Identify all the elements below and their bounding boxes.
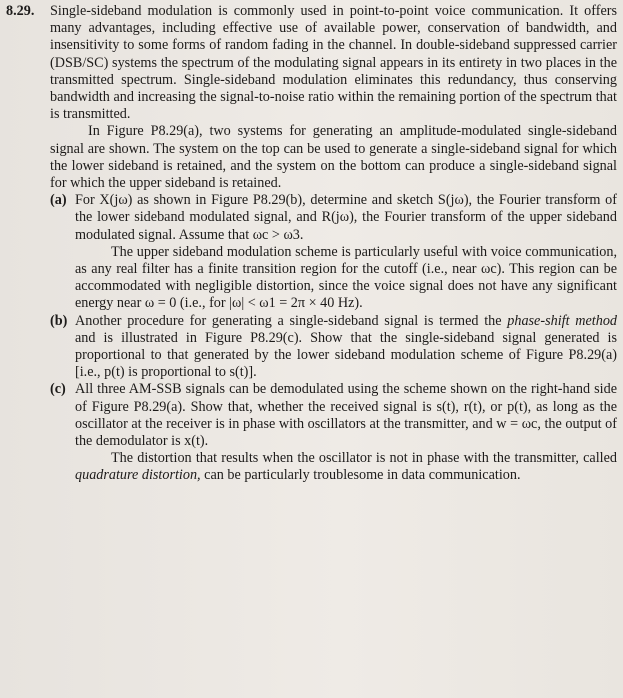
part-a <box>50 192 617 312</box>
problem-8-29 <box>6 3 617 485</box>
part-b <box>50 313 617 382</box>
closing-paragraph <box>75 450 617 484</box>
part-c-text: All three AM-SSB signals can be demodulated using the scheme shown on the right-hand side of Figure P8.29(a). Show that, whether the received signal is s(t), r(t), or p(t), as long as the oscillator at the receiver is in phase with oscillators at the transmitter, and w = ωc, the output of the demodulator is x(t). <box>75 381 617 450</box>
part-a-label: (a) <box>50 192 67 209</box>
closing-after: can be particularly troublesome in data communication. <box>200 467 521 484</box>
part-a-follow: The upper sideband modulation scheme is particularly useful with voice communication, as any real filter has a finite transition region for the cutoff (i.e., near ωc). This region can be accommodated with negligible distortion, since the voice signal does not have any significant energy near ω = 0 (i.e., for |ω| < ω1 = 2π × 40 Hz). <box>75 243 617 312</box>
closing-before: The distortion that results when the oscillator is not in phase with the transmitter, called <box>111 450 617 467</box>
part-b-before: Another procedure for generating a single-sideband signal is termed the <box>75 312 508 329</box>
figure-paragraph: In Figure P8.29(a), two systems for generating an amplitude-modulated single-sideband signal are shown. The system on the top can be used to generate a single-sideband signal for which the lower sideband is retained, and the system on the bottom can produce a single-sideband signal for which the upper sideband is retained. <box>50 123 617 192</box>
part-b-label: (b) <box>50 312 68 329</box>
problem-number: 8.29. <box>6 3 35 19</box>
part-c <box>50 381 617 484</box>
intro-paragraph: Single-sideband modulation is commonly used in point-to-point voice communication. It offers many advantages, including effective use of available power, conservation of bandwidth, and insensitivity to some forms of random fading in the channel. In double-sideband suppressed carrier (DSB/SC) systems the spectrum of the modulating signal appears in its entirety in two places in the transmitted spectrum. Single-sideband modulation eliminates this redundancy, thus conserving bandwidth and increasing the signal-to-noise ratio within the remaining portion of the spectrum that is transmitted. <box>50 3 617 123</box>
part-c-label: (c) <box>50 381 66 398</box>
part-a-text: For X(jω) as shown in Figure P8.29(b), determine and sketch S(jω), the Fourier transform of the lower sideband modulated signal, and R(jω), the Fourier transform of the upper sideband modulated signal. Assume that ωc > ω3. <box>75 192 617 243</box>
part-b-text <box>75 313 617 382</box>
part-b-emphasis: phase-shift method <box>507 312 618 329</box>
closing-emphasis: quadrature distortion, <box>75 467 201 484</box>
part-b-after: and is illustrated in Figure P8.29(c). Show that the single-sideband signal generated is proportional to that generated by the lower sideband modulation scheme of Figure P8.29(a) [i.e., p(t) is proportional to s(t)]. <box>75 329 617 381</box>
